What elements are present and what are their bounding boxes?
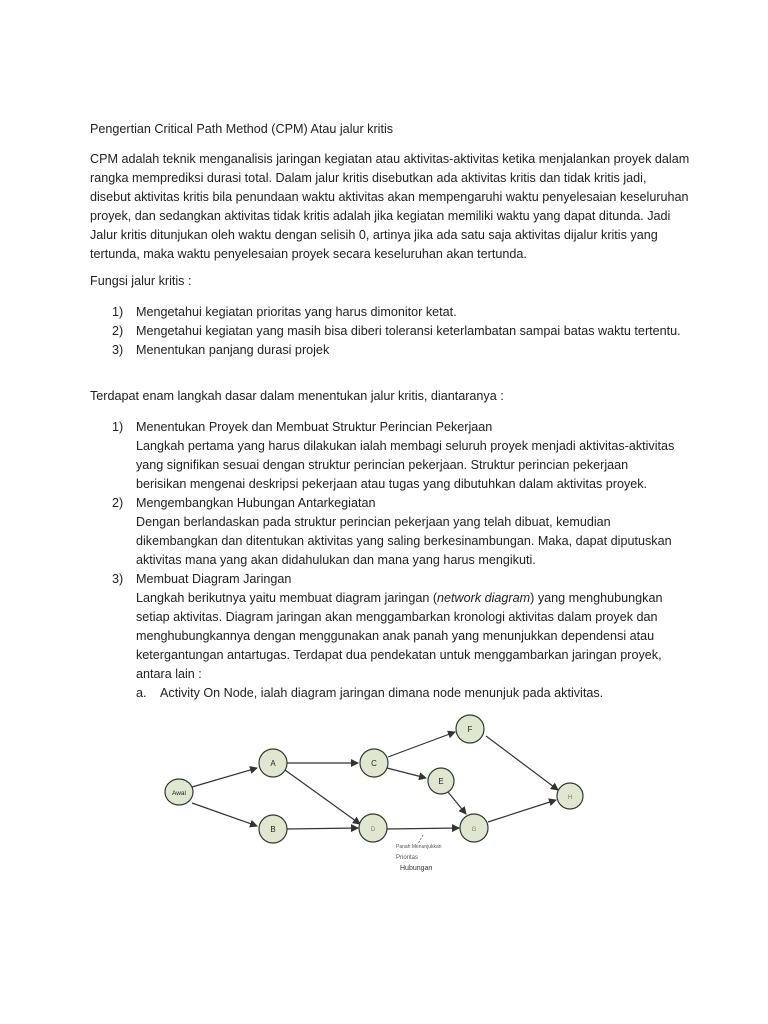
network-diagram-term: network diagram [437,591,531,605]
node-h [557,783,583,809]
svg-text:Awal: Awal [172,790,186,797]
edge-awal-a [192,768,257,787]
node-awal [165,779,193,805]
list-item: 2) Mengetahui kegiatan yang masih bisa diberi toleransi keterlambatan sampai batas waktu tertentu. [112,324,681,338]
fungsi-heading: Fungsi jalur kritis : [90,274,192,288]
svg-text:A: A [270,759,276,768]
svg-text:B: B [270,825,276,834]
page-title: Pengertian Critical Path Method (CPM) Atau jalur kritis [90,122,394,136]
edge-d-g [387,828,459,829]
edge-b-d [287,828,358,829]
edge-e-g [448,792,466,814]
node-f [456,715,484,743]
edge-c-e [387,768,426,778]
node-b [259,815,287,843]
edge-a-d [285,770,360,824]
annotation-pointer [418,835,423,844]
annotation-hubungan: Hubungan [400,865,433,872]
node-a [259,749,287,777]
edge-awal-b [192,803,257,826]
list-item: 1) Menentukan Proyek dan Membuat Struktur Perincian Pekerjaan Langkah pertama yang harus dilakukan ialah membagi seluruh proyek menjadi aktivitas-aktivitas yang signifikan sesuai dengan struktur perincian pekerjaan. Struktur perincian pekerjaan berisikan mengenai deskripsi pekerjaan atau tugas yang dibutuhkan dalam aktivitas proyek. [112,418,682,494]
list-item: 3) Membuat Diagram Jaringan Langkah berikutnya yaitu membuat diagram jaringan (network diagram) yang menghubungkan setiap aktivitas. Diagram jaringan akan menggambarkan kronologi aktivitas dalam proyek dan menghubungkannya dengan menggunakan anak panah yang menunjukkan dependensi atau ketergantungan antartugas. Terdapat dua pendekatan untuk menggambarkan jaringan proyek, antara lain : a. Activity On Node, ialah diagram jaringan dimana node menunjuk pada aktivitas. [112,570,682,703]
annotation-prioritas: Prioritas [396,855,419,861]
list-item-text: Langkah berikutnya yaitu membuat diagram jaringan (network diagram) yang menghubungkan setiap aktivitas. Diagram jaringan akan menggambarkan kronologi aktivitas dalam proyek dan menghubungkannya dengan menggunakan anak panah yang menunjukkan dependensi atau ketergantungan antartugas. Terdapat dua pendekatan untuk menggambarkan jaringan proyek, antara lain : [136,591,663,681]
annotation-panah: Panah Menunjukkan [396,844,442,850]
svg-text:H: H [567,795,573,801]
edge-c-f [388,732,455,757]
list-item: 1) Mengetahui kegiatan prioritas yang harus dimonitor ketat. [112,305,457,319]
node-c [360,749,388,777]
list-item-text: Dengan berlandaskan pada struktur perincian pekerjaan yang telah dibuat, kemudian dikembangkan dan ditentukan aktivitas yang saling berkesinambungan. Maka, dapat diputuskan aktivitas mana yang akan didahulukan dan mana yang harus mengikuti. [136,515,672,567]
langkah-heading: Terdapat enam langkah dasar dalam menentukan jalur kritis, diantaranya : [90,389,504,403]
svg-text:E: E [438,777,444,786]
list-item-title: Membuat Diagram Jaringan [136,572,292,586]
langkah-list [112,418,682,703]
list-item: 2) Mengembangkan Hubungan Antarkegiatan Dengan berlandaskan pada struktur perincian pekerjaan yang telah dibuat, kemudian dikembangkan dan ditentukan aktivitas yang saling berkesinambungan. Maka, dapat diputuskan aktivitas mana yang akan didahulukan dan mana yang harus mengikuti. [112,494,682,570]
svg-text:G: G [471,827,477,833]
svg-text:F: F [467,725,473,734]
svg-text:D: D [370,827,376,833]
node-e [428,768,454,794]
node-d [359,814,387,842]
sub-list-item: a. Activity On Node, ialah diagram jaringan dimana node menunjuk pada aktivitas. [136,686,604,700]
fungsi-list [112,303,682,360]
list-item-text: Langkah pertama yang harus dilakukan ialah membagi seluruh proyek menjadi aktivitas-aktivitas yang signifikan sesuai dengan struktur perincian pekerjaan. Struktur perincian pekerjaan berisikan mengenai deskripsi pekerjaan atau tugas yang dibutuhkan dalam aktivitas proyek. [136,439,675,491]
node-g [460,814,488,842]
list-item-title: Mengembangkan Hubungan Antarkegiatan [136,496,376,510]
cpm-definition-paragraph: CPM adalah teknik menganalisis jaringan kegiatan atau aktivitas-aktivitas ketika menjalankan proyek dalam rangka memprediksi durasi total. Dalam jalur kritis disebutkan ada aktivitas kritis dan tidak kritis jadi, disebut aktivitas kritis bila penundaan waktu aktivitas akan mempengaruhi waktu penyelesaian keseluruhan proyek, dan sedangkan aktivitas tidak kritis adalah jika kegiatan memiliki waktu yang dapat ditunda. Jadi Jalur kritis ditunjukan oleh waktu dengan selisih 0, artinya jika ada satu saja aktivitas dijalur kritis yang tertunda, maka waktu penyelesaian proyek secara keseluruhan akan tertunda. [90,152,690,261]
activity-on-node-diagram [160,712,590,882]
edge-g-h [488,800,556,822]
svg-text:C: C [371,759,377,768]
edge-f-h [486,736,558,790]
list-item: 3) Menentukan panjang durasi projek [112,343,330,357]
list-item-title: Menentukan Proyek dan Membuat Struktur Perincian Pekerjaan [136,420,493,434]
